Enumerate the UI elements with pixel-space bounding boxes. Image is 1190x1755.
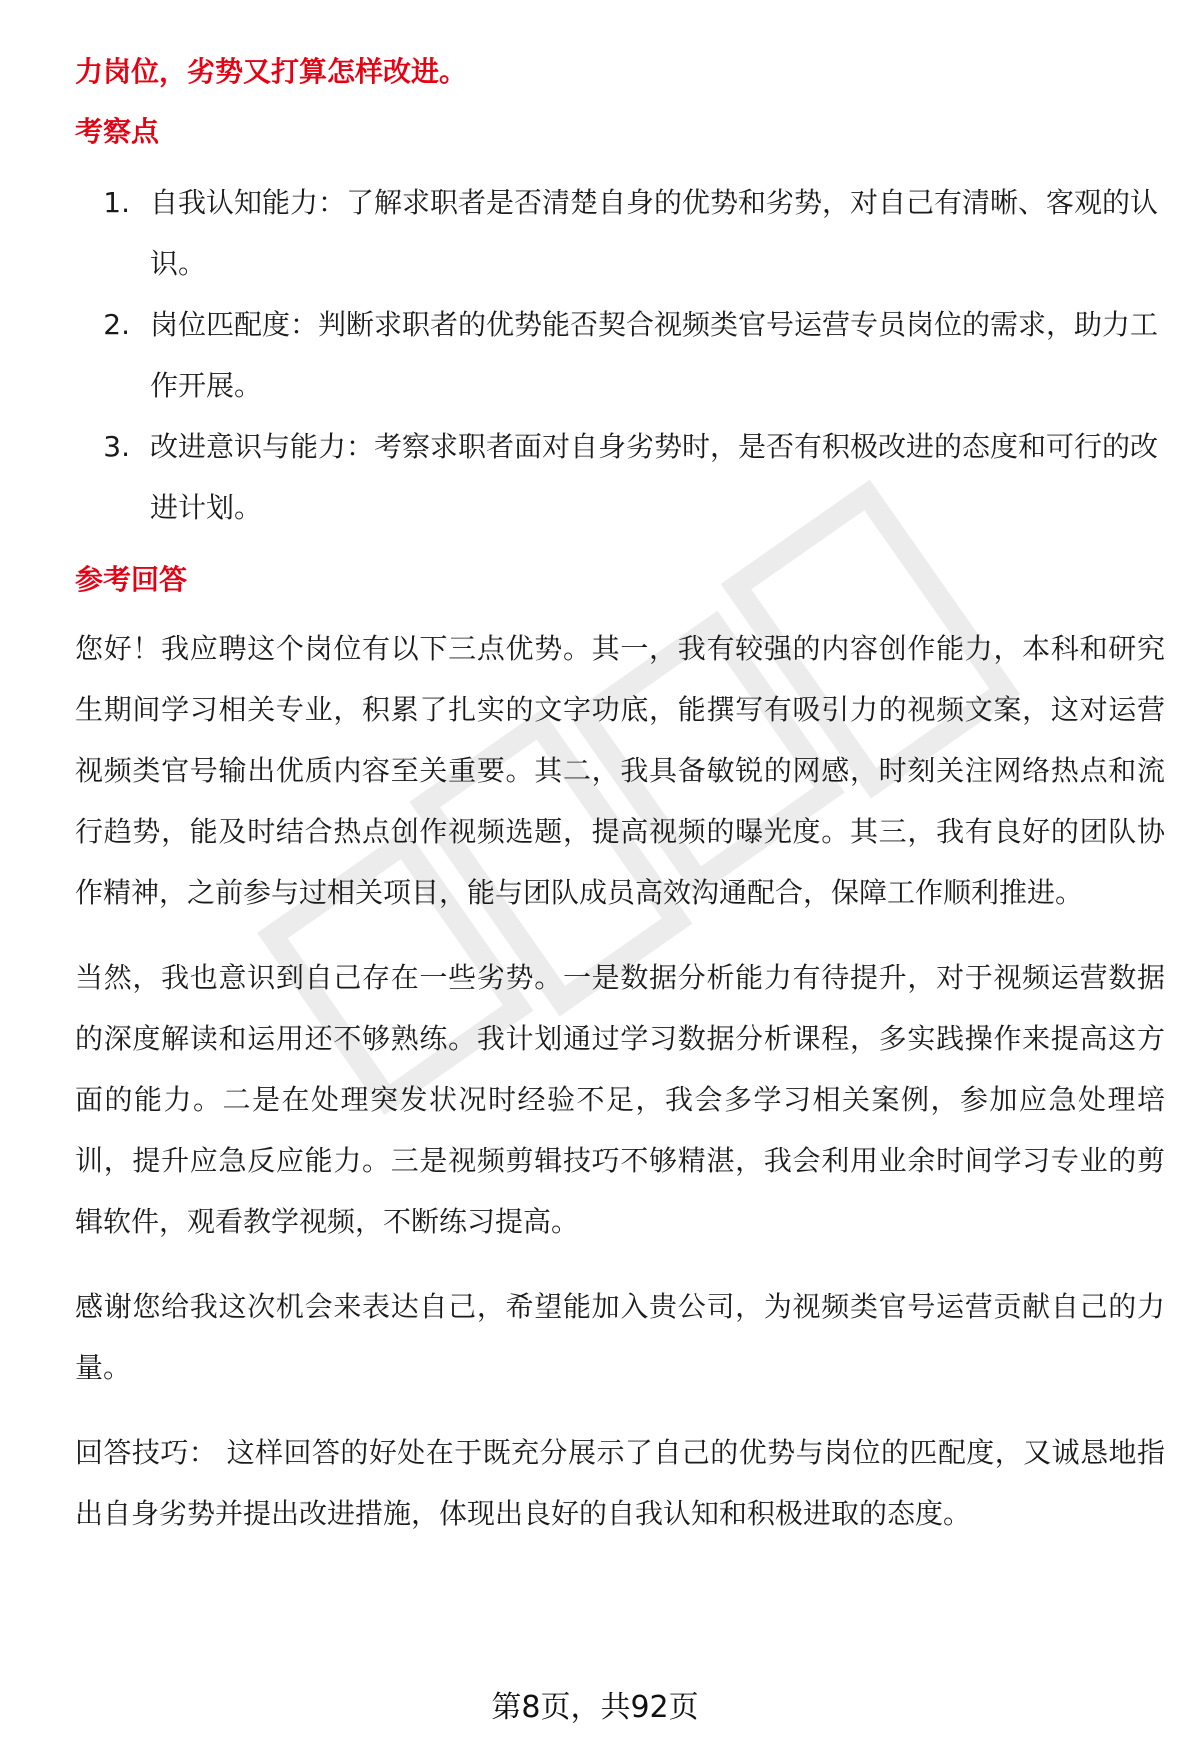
item-text: 改进意识与能力：考察求职者面对自身劣势时，是否有积极改进的态度和可行的改进计划。 (150, 430, 1159, 524)
assessment-item (75, 172, 1165, 294)
answer-paragraph: 您好！我应聘这个岗位有以下三点优势。其一，我有较强的内容创作能力，本科和研究生期间学习相关专业，积累了扎实的文字功底，能撰写有吸引力的视频文案，这对运营视频类官号输出优质内容至关重要。其二，我具备敏锐的网感，时刻关注网络热点和流行趋势，能及时结合热点创作视频选题，提高视频的曝光度。其三，我有良好的团队协作精神，之前参与过相关项目，能与团队成员高效沟通配合，保障工作顺利推进。 (75, 632, 1165, 909)
lead-line: 力岗位，劣势又打算怎样改进。 (75, 55, 468, 88)
item-text: 岗位匹配度：判断求职者的优势能否契合视频类官号运营专员岗位的需求，助力工作开展。 (150, 308, 1159, 402)
assessment-list (75, 172, 1165, 538)
assessment-heading: 考察点 (75, 115, 160, 148)
item-number: 3. (103, 430, 130, 463)
answer-paragraph: 当然，我也意识到自己存在一些劣势。一是数据分析能力有待提升，对于视频运营数据的深度解读和运用还不够熟练。我计划通过学习数据分析课程，多实践操作来提高这方面的能力。二是在处理突发状况时经验不足，我会多学习相关案例，参加应急处理培训，提升应急反应能力。三是视频剪辑技巧不够精湛，我会利用业余时间学习专业的剪辑软件，观看教学视频，不断练习提高。 (75, 961, 1165, 1238)
assessment-item (75, 294, 1165, 416)
answer-paragraph: 感谢您给我这次机会来表达自己，希望能加入贵公司，为视频类官号运营贡献自己的力量。 (75, 1290, 1165, 1384)
item-number: 2. (103, 308, 130, 341)
item-text: 自我认知能力：了解求职者是否清楚自身的优势和劣势，对自己有清晰、客观的认识。 (150, 186, 1159, 280)
page-footer: 第8页，共92页 (491, 1690, 699, 1725)
item-number: 1. (103, 186, 130, 219)
answer-heading: 参考回答 (75, 563, 188, 596)
assessment-item (75, 416, 1165, 538)
document-page (75, 40, 1165, 1544)
answer-tip: 回答技巧： 这样回答的好处在于既充分展示了自己的优势与岗位的匹配度，又诚恳地指出自身劣势并提出改进措施，体现出良好的自我认知和积极进取的态度。 (75, 1436, 1165, 1530)
